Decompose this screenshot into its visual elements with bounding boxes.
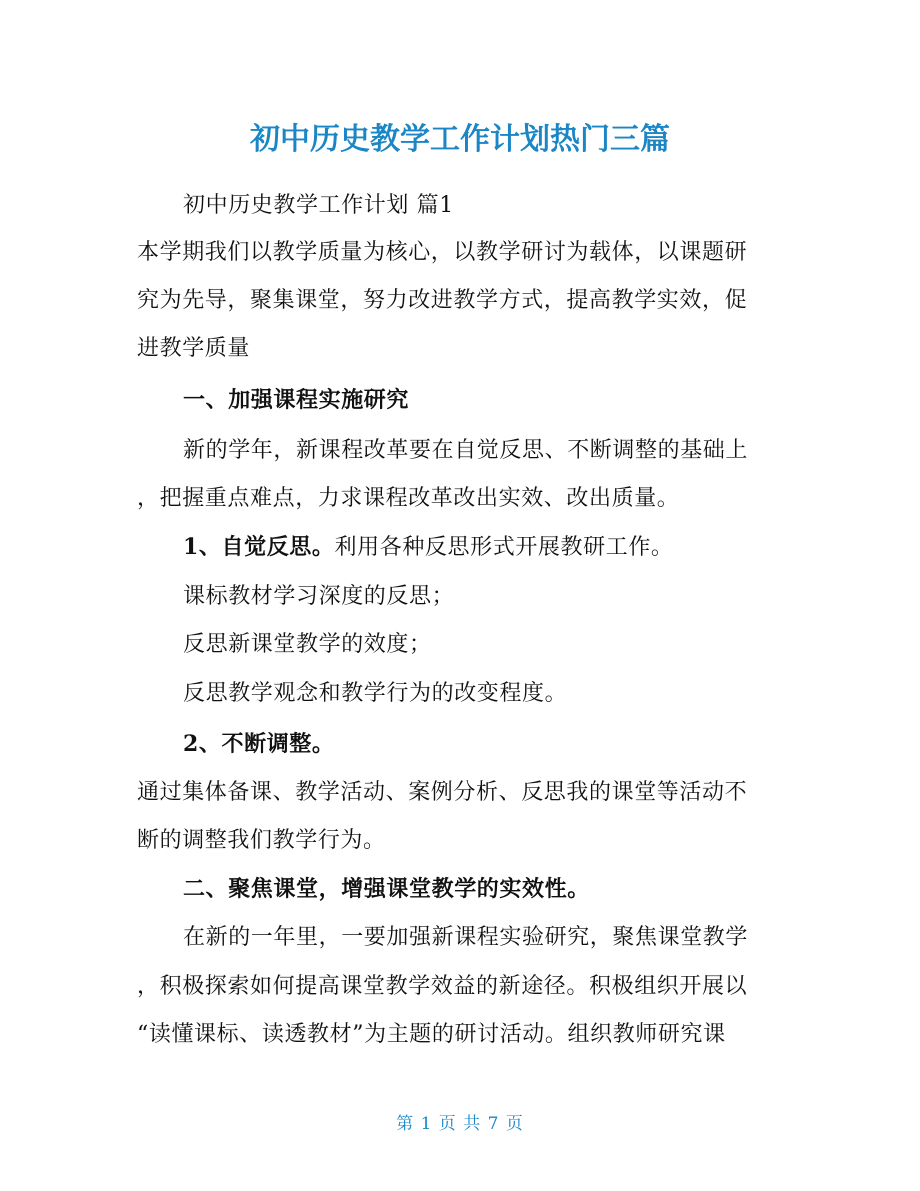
paragraph-line: 课标教材学习深度的反思； bbox=[183, 584, 455, 609]
paragraph-line: 断的调整我们教学行为。 bbox=[137, 828, 386, 853]
paragraph-line: 在新的一年里，一要加强新课程实验研究，聚焦课堂教学 bbox=[183, 925, 749, 950]
paragraph-line: 反思教学观念和教学行为的改变程度。 bbox=[183, 681, 568, 706]
heading-two: 二、聚焦课堂，增强课堂教学的实效性。 bbox=[183, 876, 590, 902]
paragraph-line: ，积极探索如何提高课堂教学效益的新途径。积极组织开展以 bbox=[137, 974, 748, 999]
subheading-line bbox=[183, 532, 674, 563]
paragraph-line: 通过集体备课、教学活动、案例分析、反思我的课堂等活动不 bbox=[137, 780, 748, 805]
heading-one: 一、加强课程实施研究 bbox=[183, 387, 410, 413]
paragraph-line: ，把握重点难点，力求课程改革改出实效、改出质量。 bbox=[137, 486, 680, 511]
paragraph-line: 究为先导，聚集课堂，努力改进教学方式，提高教学实效，促 bbox=[137, 288, 748, 313]
paragraph-line: 反思新课堂教学的效度； bbox=[183, 632, 432, 657]
subheading-reflection: 1、自觉反思。 bbox=[183, 534, 335, 560]
paragraph-line: 进教学质量 bbox=[137, 336, 251, 361]
page-footer: 第 1 页 共 7 页 bbox=[396, 1114, 524, 1134]
subheading-reflection-text: 利用各种反思形式开展教研工作。 bbox=[334, 535, 674, 560]
section-heading-piece-1: 初中历史教学工作计划 篇1 bbox=[183, 193, 454, 218]
paragraph-line: 本学期我们以教学质量为核心，以教学研讨为载体，以课题研 bbox=[137, 240, 748, 265]
page-title: 初中历史教学工作计划热门三篇 bbox=[250, 122, 670, 157]
subheading-adjust: 2、不断调整。 bbox=[183, 731, 335, 757]
paragraph-line: “读懂课标、读透教材”为主题的研讨活动。组织教师研究课 bbox=[137, 1022, 726, 1047]
paragraph-line: 新的学年，新课程改革要在自觉反思、不断调整的基础上 bbox=[183, 438, 749, 463]
